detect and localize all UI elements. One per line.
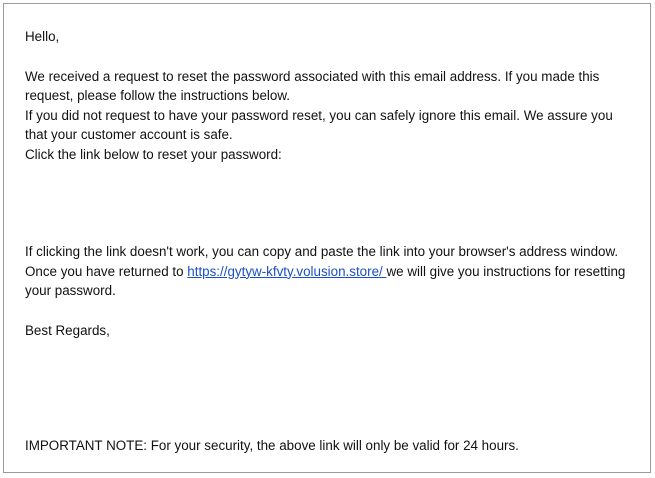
- paragraph-ignore: If you did not request to have your password reset, you can safely ignore this email. We assure you that your customer account is safe.: [25, 107, 613, 142]
- paragraph-copy-link: If clicking the link doesn't work, you can copy and paste the link into your browser's address window.: [25, 244, 619, 259]
- returned-prefix: Once you have returned to: [25, 263, 188, 279]
- important-note: IMPORTANT NOTE: For your security, the above link will only be valid for 24 hours.: [25, 438, 519, 453]
- spacer: [25, 47, 630, 67]
- greeting: Hello,: [25, 29, 60, 44]
- store-link[interactable]: https://gytyw-kfvty.volusion.store/: [187, 263, 387, 279]
- closing: Best Regards,: [25, 322, 110, 338]
- email-body: [25, 27, 630, 340]
- paragraph-click-link: Click the link below to reset your password:: [25, 146, 282, 162]
- reset-link-area: [25, 164, 630, 242]
- returned-suffix: we will give you instructions for resetting your password.: [25, 263, 626, 298]
- paragraph-received: We received a request to reset the password associated with this email address. If you made this request, please follow the instructions below.: [25, 68, 600, 103]
- email-frame: [3, 3, 651, 473]
- spacer: [25, 301, 630, 321]
- paragraph-returned: [25, 262, 630, 301]
